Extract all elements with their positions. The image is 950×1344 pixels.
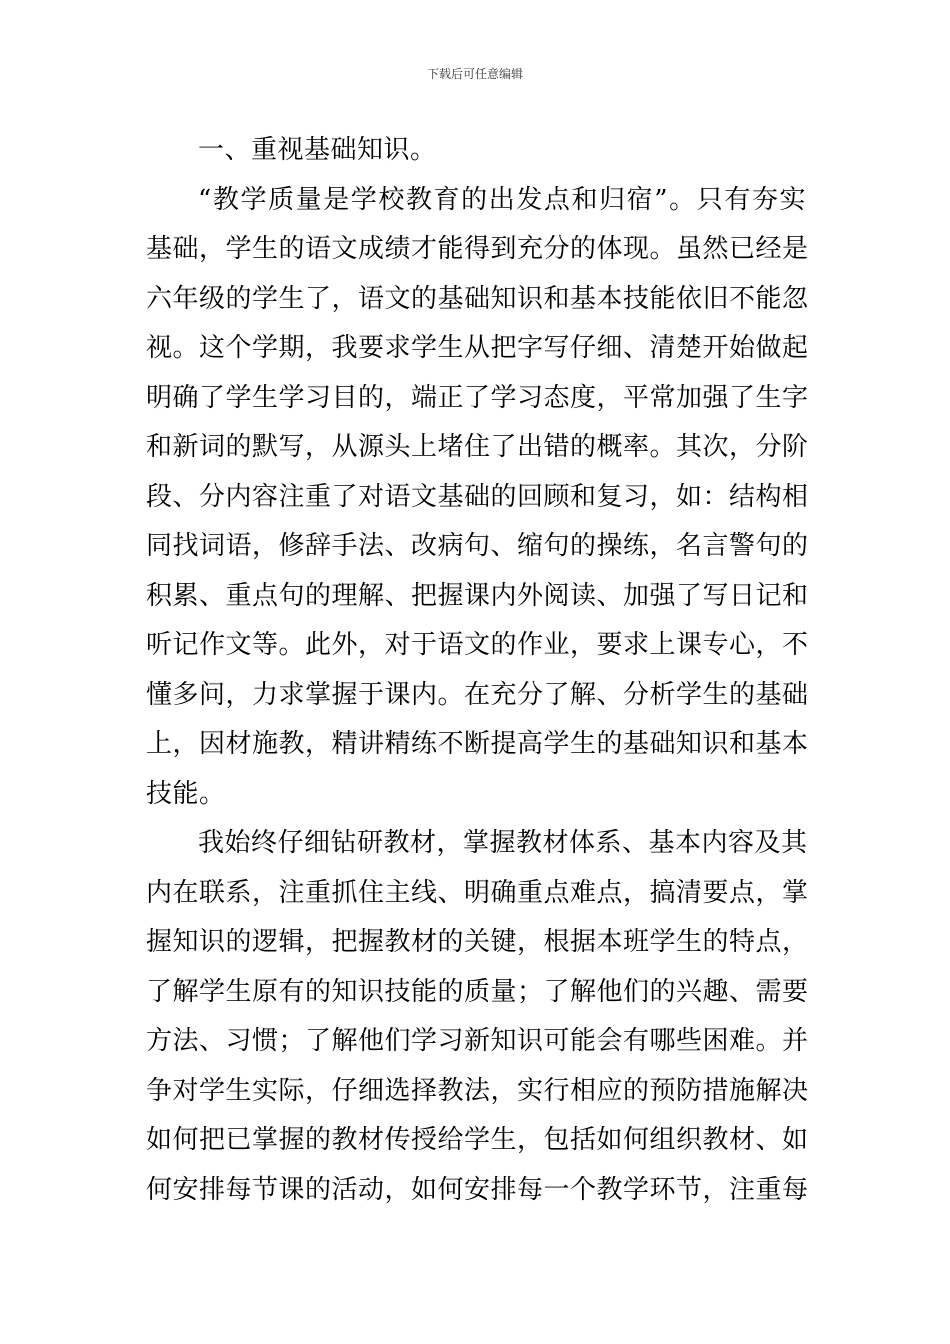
text-line: 和新词的默写，从源头上堵住了出错的概率。其次，分阶 — [146, 432, 809, 462]
document-body — [146, 126, 809, 1215]
text-line: 懂多问，力求掌握于课内。在充分了解、分析学生的基础 — [146, 679, 809, 710]
text-line: 上，因材施教，精讲精练不断提高学生的基础知识和基本 — [146, 729, 809, 759]
text-line: 方法、习惯；了解他们学习新知识可能会有哪些困难。并 — [146, 1026, 809, 1056]
text-line: “教学质量是学校教育的出发点和归宿”。只有夯实 — [198, 184, 806, 215]
text-line: 握知识的逻辑，把握教材的关键，根据本班学生的特点， — [146, 927, 809, 957]
text-line: 段、分内容注重了对语文基础的回顾和复习，如：结构相 — [146, 481, 809, 512]
text-line: 争对学生实际，仔细选择教法，实行相应的预防措施解决 — [146, 1075, 809, 1106]
text-line: 听记作文等。此外，对于语文的作业，要求上课专心，不 — [146, 630, 809, 660]
text-line: 六年级的学生了，语文的基础知识和基本技能依旧不能忽 — [146, 283, 809, 314]
text-line: 积累、重点句的理解、把握课内外阅读、加强了写日记和 — [146, 580, 809, 611]
paragraph-1 — [146, 176, 809, 820]
text-line: 了解学生原有的知识技能的质量；了解他们的兴趣、需要 — [146, 976, 809, 1007]
text-line: 视。这个学期，我要求学生从把字写仔细、清楚开始做起 — [146, 333, 809, 363]
text-line: 明确了学生学习目的，端正了学习态度，平常加强了生字 — [146, 382, 809, 413]
paragraph-2 — [146, 819, 809, 1215]
text-line: 技能。 — [146, 778, 226, 809]
text-line: 同找词语，修辞手法、改病句、缩句的操练，名言警句的 — [146, 531, 809, 561]
section-heading: 一、重视基础知识。 — [198, 135, 437, 165]
text-line: 如何把已掌握的教材传授给学生，包括如何组织教材、如 — [146, 1125, 809, 1155]
page-header: 下载后可任意编辑 — [426, 67, 523, 81]
text-line: 基础，学生的语文成绩才能得到充分的体现。虽然已经是 — [146, 234, 809, 264]
text-line: 内在联系，注重抓住主线、明确重点难点，搞清要点，掌 — [146, 877, 809, 908]
text-line: 我始终仔细钻研教材，掌握教材体系、基本内容及其 — [198, 828, 808, 858]
text-line: 何安排每节课的活动，如何安排每一个教学环节，注重每 — [146, 1174, 809, 1205]
